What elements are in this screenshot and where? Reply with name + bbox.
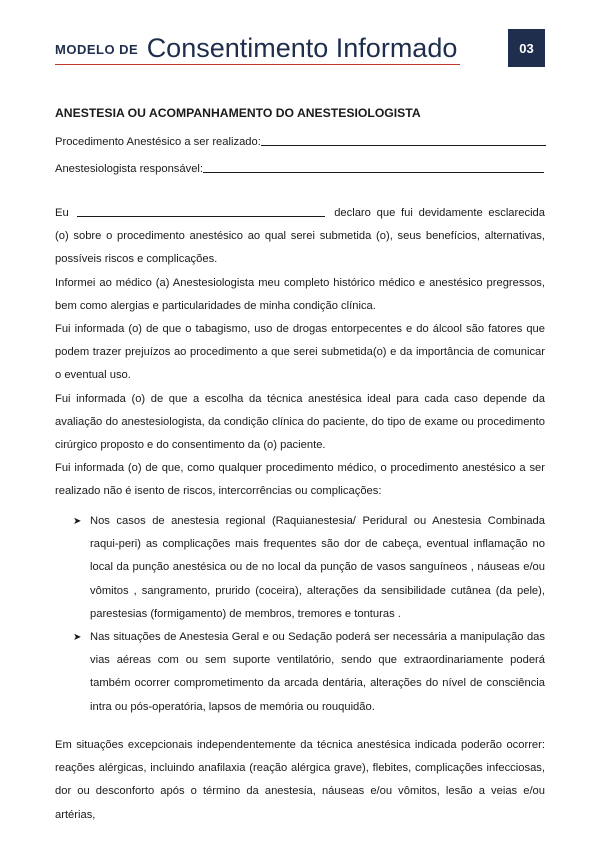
history-paragraph: Informei ao médico (a) Anestesiologista meu completo histórico médico e anestésico pregressos, bem como alergias e particularidades de minha condição clínica. (55, 276, 545, 312)
risk-bullet-list (73, 510, 545, 719)
section-title: ANESTESIA OU ACOMPANHAMENTO DO ANESTESIOLOGISTA (55, 106, 421, 120)
risks-paragraph: Fui informada (o) de que, como qualquer procedimento médico, o procedimento anestésico a ser realizado não é isento de riscos, intercorrências ou complicações: (55, 462, 545, 498)
procedure-field (55, 135, 546, 148)
list-item (73, 626, 545, 719)
header-divider (55, 64, 460, 65)
anesthesiologist-blank-line[interactable] (203, 162, 544, 173)
arrow-bullet-icon: ➤ (73, 632, 82, 644)
declaration-text: declaro que fui devidamente esclarecida (o) sobre o procedimento anestésico ao qual serei submetida (o), seus benefícios, alternativas, possíveis riscos e complicações. (55, 207, 545, 266)
header-title: Consentimento Informado (146, 33, 458, 63)
procedure-label: Procedimento Anestésico a ser realizado: (55, 136, 261, 148)
declaration-prefix: Eu (55, 207, 69, 219)
page-number-badge: 03 (508, 29, 545, 67)
procedure-blank-line[interactable] (261, 135, 546, 146)
name-blank-line[interactable] (77, 206, 325, 217)
body-text (55, 202, 545, 504)
bullet-text: Nos casos de anestesia regional (Raquianestesia/ Peridural ou Anestesia Combinada raqui-peri) as complicações mais frequentes são dor de cabeça, eventual inflamação no local da punção anestésica ou de no local da punção de vasos sanguíneos , náuseas e/ou vômitos , sangramento, prurido (coceira), alterações da sensibilidade cutânea (da pele), parestesias (formigamento) de membros, tremores e tonturas . (90, 515, 545, 620)
anesthesiologist-field (55, 162, 544, 175)
smoking-paragraph: Fui informada (o) de que o tabagismo, uso de drogas entorpecentes e do álcool são fatores que podem trazer prejuízos ao procedimento a que serei submetida(o) e da importância de comunicar o eventual uso. (55, 323, 545, 382)
header-prefix: MODELO DE (55, 42, 139, 57)
exceptional-paragraph: Em situações excepcionais independentemente da técnica anestésica indicada poderão ocorrer: reações alérgicas, incluindo anafilaxia (reação alérgica grave), flebites, complicações infecciosas, dor ou desconforto após o término da anestesia, náuseas e/ou vômitos, lesão a veias e/ou artérias, (55, 739, 545, 821)
bullet-text: Nas situações de Anestesia Geral e ou Sedação poderá ser necessária a manipulação das vias aéreas com ou sem suporte ventilatório, sendo que extraordinariamente poderá também ocorrer comprometimento da arcada dentária, alterações do nível de consciência intra ou pós-operatória, lapsos de memória ou rouquidão. (90, 631, 545, 713)
declaration-paragraph (55, 202, 545, 272)
anesthesiologist-label: Anestesiologista responsável: (55, 163, 204, 175)
technique-paragraph: Fui informada (o) de que a escolha da técnica anestésica ideal para cada caso depende da avaliação do anestesiologista, da condição clínica do paciente, do tipo de exame ou procedimento cirúrgico proposto e do consentimento da (o) paciente. (55, 392, 545, 452)
page-header (55, 33, 457, 64)
list-item (73, 510, 545, 626)
arrow-bullet-icon: ➤ (73, 516, 82, 527)
